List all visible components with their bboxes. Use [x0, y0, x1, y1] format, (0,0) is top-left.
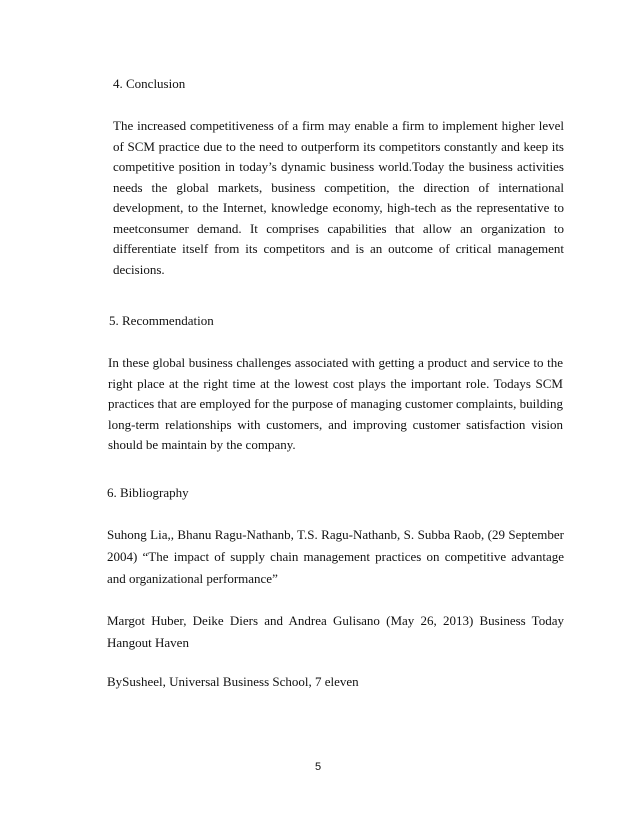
conclusion-paragraph: The increased competitiveness of a firm may enable a firm to implement higher level of SCM practice due to the need to outperform its competitors constantly and keep its competitive position in today’s dynamic business world.Today the business activities needs the global markets, business competition, the direction of international development, to the Internet, knowledge economy, high-tech as the representative to meetconsumer demand. It comprises capabilities that allow an organization to differentiate itself from its competitors and is an outcome of critical management decisions. — [113, 118, 564, 277]
bibliography-entry-3: BySusheel, Universal Business School, 7 eleven — [107, 674, 359, 689]
conclusion-heading: 4. Conclusion — [113, 76, 186, 91]
bibliography-entry-2: Margot Huber, Deike Diers and Andrea Gulisano (May 26, 2013) Business Today Hangout Haven — [107, 613, 564, 650]
recommendation-heading: 5. Recommendation — [109, 313, 214, 328]
bibliography-heading: 6. Bibliography — [107, 485, 189, 500]
recommendation-paragraph: In these global business challenges associated with getting a product and service to the right place at the right time at the lowest cost plays the important role. Todays SCM practices that are employed for the purpose of managing customer complaints, building long-term relationships with customers, and improving customer satisfaction vision should be maintain by the company. — [108, 355, 563, 452]
page-number: 5 — [315, 761, 322, 773]
bibliography-entry-1: Suhong Lia,, Bhanu Ragu-Nathanb, T.S. Ragu-Nathanb, S. Subba Raob, (29 September 2004) “The impact of supply chain management practices on competitive advantage and organizational performance” — [107, 527, 564, 586]
